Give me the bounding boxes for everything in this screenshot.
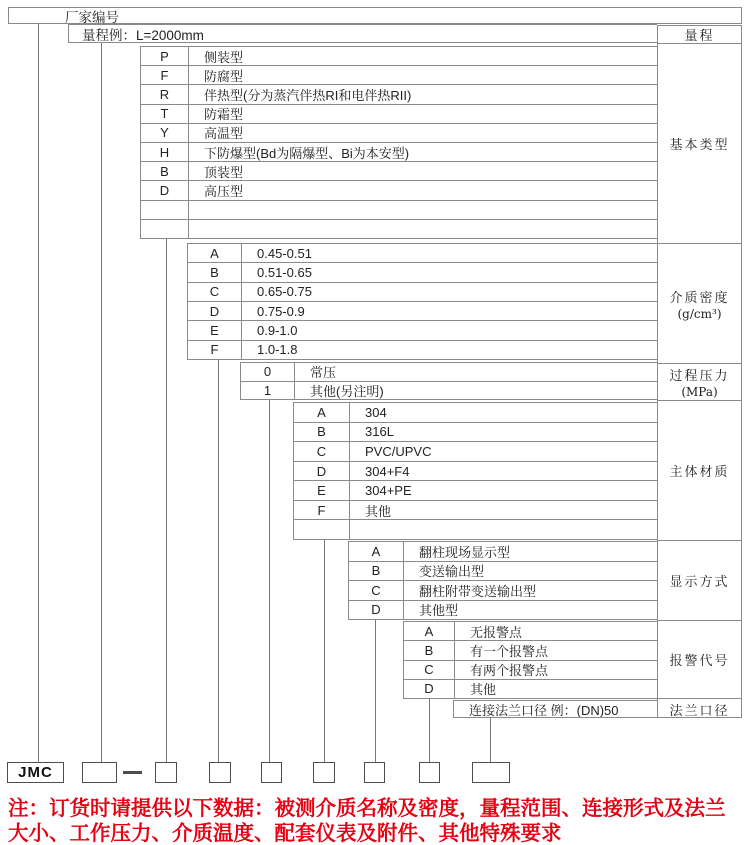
code-cell: D <box>404 680 455 698</box>
code-cell: B <box>141 162 189 180</box>
code-box-density <box>209 762 231 783</box>
connector-line-pressure <box>269 400 270 762</box>
desc-cell: 其他(另注明) <box>310 383 384 399</box>
table-row <box>188 263 657 282</box>
alarm-table <box>403 621 657 699</box>
table-row-empty <box>141 220 657 238</box>
table-row <box>141 162 657 181</box>
pressure-table <box>240 362 657 400</box>
code-cell: 0 <box>241 363 295 381</box>
material-table <box>293 402 657 540</box>
desc-cell: 防腐型 <box>204 68 244 84</box>
code-box-flange <box>472 762 510 783</box>
desc-cell: 有两个报警点 <box>470 663 549 679</box>
table-row <box>188 283 657 302</box>
code-cell: B <box>404 641 455 659</box>
desc-cell: 高温型 <box>204 126 244 142</box>
code-cell: T <box>141 105 189 123</box>
table-row-empty <box>141 201 657 220</box>
model-code-dash <box>123 771 142 774</box>
table-row <box>241 363 657 382</box>
code-cell: C <box>349 581 404 600</box>
code-box-pressure <box>261 762 282 783</box>
connector-line-material <box>324 540 325 762</box>
code-cell: R <box>141 85 189 103</box>
ordering-note-line1: 注：订货时请提供以下数据：被测介质名称及密度，量程范围、连接形式及法兰 <box>8 797 726 820</box>
code-cell: C <box>188 283 242 301</box>
code-cell: A <box>349 542 404 561</box>
code-cell: C <box>404 661 455 679</box>
code-box-range <box>82 762 117 783</box>
desc-cell: 变送输出型 <box>419 564 485 580</box>
category-label-column <box>657 25 742 718</box>
ordering-note-line2: 大小、工作压力、介质温度、配套仪表及附件、其他特殊要求 <box>8 822 562 845</box>
code-cell: B <box>349 562 404 581</box>
code-cell: F <box>141 66 189 84</box>
code-cell: F <box>294 501 350 520</box>
side-label-density: 介质密度 (g/cm³) <box>658 244 741 364</box>
code-cell: B <box>188 263 242 281</box>
table-row <box>294 501 657 521</box>
side-label-pressure: 过程压力 (MPa) <box>658 364 741 401</box>
flange-row <box>453 700 657 718</box>
desc-cell <box>350 520 657 539</box>
code-cell: B <box>294 423 350 442</box>
desc-cell: 常压 <box>310 365 337 381</box>
desc-cell: 高压型 <box>204 184 244 200</box>
table-row <box>188 321 657 340</box>
connector-line-display-mode <box>375 620 376 762</box>
code-cell: D <box>294 462 350 481</box>
pressure-unit: (MPa) <box>681 385 718 399</box>
desc-cell: 连接法兰口径 例：(DN)50 <box>469 702 619 717</box>
density-unit: (g/cm³) <box>677 306 722 321</box>
desc-cell: 0.45-0.51 <box>257 245 312 261</box>
table-row <box>188 302 657 321</box>
connector-line-manufacturer <box>38 23 39 762</box>
range-example-label: 量程例：L=2000mm <box>82 27 204 43</box>
desc-cell: 侧装型 <box>204 49 244 65</box>
ordering-note <box>8 796 748 845</box>
table-row <box>294 442 657 462</box>
code-cell: F <box>188 341 242 359</box>
table-row <box>141 66 657 85</box>
desc-cell: 有一个报警点 <box>470 643 549 659</box>
table-row <box>404 680 657 698</box>
code-cell: P <box>141 47 189 65</box>
display-mode-table <box>348 541 657 620</box>
code-cell <box>141 220 189 238</box>
table-row <box>141 47 657 66</box>
density-table <box>187 243 657 360</box>
manufacturer-code-label: 厂家编号 <box>65 9 119 25</box>
table-row <box>188 244 657 263</box>
table-row <box>404 641 657 660</box>
code-cell: A <box>404 622 455 640</box>
side-label-flange: 法兰口径 <box>669 703 730 719</box>
table-row <box>141 181 657 200</box>
desc-cell: 0.9-1.0 <box>257 322 298 338</box>
desc-cell: 下防爆型(Bd为隔爆型、Bi为本安型) <box>204 145 410 161</box>
table-row-empty <box>294 520 657 539</box>
desc-cell: 其他 <box>470 682 497 698</box>
model-prefix-box <box>7 762 64 783</box>
desc-cell: 其他 <box>365 503 392 519</box>
desc-cell: 翻柱附带变送输出型 <box>419 583 537 599</box>
desc-cell: 伴热型(分为蒸汽伴热RI和电伴热RII) <box>204 88 412 104</box>
connector-line-alarm <box>429 699 430 762</box>
table-row <box>241 382 657 400</box>
table-row <box>294 423 657 443</box>
code-box-basic-type <box>155 762 177 783</box>
code-cell: 1 <box>241 382 295 400</box>
table-row <box>294 481 657 501</box>
connector-line-basic-type <box>166 239 167 762</box>
table-row <box>349 581 657 601</box>
code-box-alarm <box>419 762 440 783</box>
side-label-range: 量程 <box>658 26 741 44</box>
connector-line-flange <box>490 718 491 762</box>
table-row <box>349 562 657 582</box>
code-cell: D <box>141 181 189 199</box>
code-box-display-mode <box>364 762 385 783</box>
code-cell <box>294 520 350 539</box>
table-row <box>141 85 657 104</box>
desc-cell: 1.0-1.8 <box>257 342 298 358</box>
desc-cell: 防霜型 <box>204 107 244 123</box>
desc-cell: 0.75-0.9 <box>257 303 305 319</box>
side-label-basic-type: 基本类型 <box>658 44 741 244</box>
desc-cell: 316L <box>365 424 394 440</box>
code-cell: D <box>349 601 404 620</box>
table-row <box>454 701 657 717</box>
code-cell: Y <box>141 124 189 142</box>
code-cell: A <box>188 244 242 262</box>
side-label-alarm: 报警代号 <box>658 621 741 699</box>
table-row <box>294 462 657 482</box>
code-cell: E <box>188 321 242 339</box>
range-example-row <box>68 24 657 43</box>
desc-cell: PVC/UPVC <box>365 443 432 459</box>
table-row <box>141 143 657 162</box>
code-cell <box>141 201 189 219</box>
table-row <box>349 542 657 562</box>
code-cell: H <box>141 143 189 161</box>
desc-cell: 其他型 <box>419 603 459 619</box>
side-label-display-mode: 显示方式 <box>658 541 741 621</box>
table-row <box>294 403 657 423</box>
table-row <box>141 105 657 124</box>
code-cell: A <box>294 403 350 422</box>
desc-cell: 顶装型 <box>204 164 244 180</box>
connector-line-range <box>101 43 102 762</box>
code-cell: E <box>294 481 350 500</box>
desc-cell: 无报警点 <box>470 624 523 640</box>
desc-cell: 304+F4 <box>365 463 410 479</box>
desc-cell <box>189 220 657 238</box>
desc-cell <box>189 201 657 219</box>
desc-cell: 0.51-0.65 <box>257 264 312 280</box>
code-cell: D <box>188 302 242 320</box>
desc-cell: 304 <box>365 404 387 420</box>
basic-type-table <box>140 46 657 239</box>
table-row <box>404 661 657 680</box>
connector-line-density <box>218 360 219 762</box>
manufacturer-code-row <box>8 7 742 24</box>
code-box-material <box>313 762 335 783</box>
desc-cell: 翻柱现场显示型 <box>419 544 511 560</box>
model-prefix-label: JMC <box>18 764 53 781</box>
table-row <box>349 601 657 620</box>
table-row <box>188 341 657 359</box>
desc-cell: 0.65-0.75 <box>257 284 312 300</box>
desc-cell: 304+PE <box>365 483 412 499</box>
table-row <box>404 622 657 641</box>
side-label-material: 主体材质 <box>658 401 741 541</box>
table-row <box>141 124 657 143</box>
code-cell: C <box>294 442 350 461</box>
